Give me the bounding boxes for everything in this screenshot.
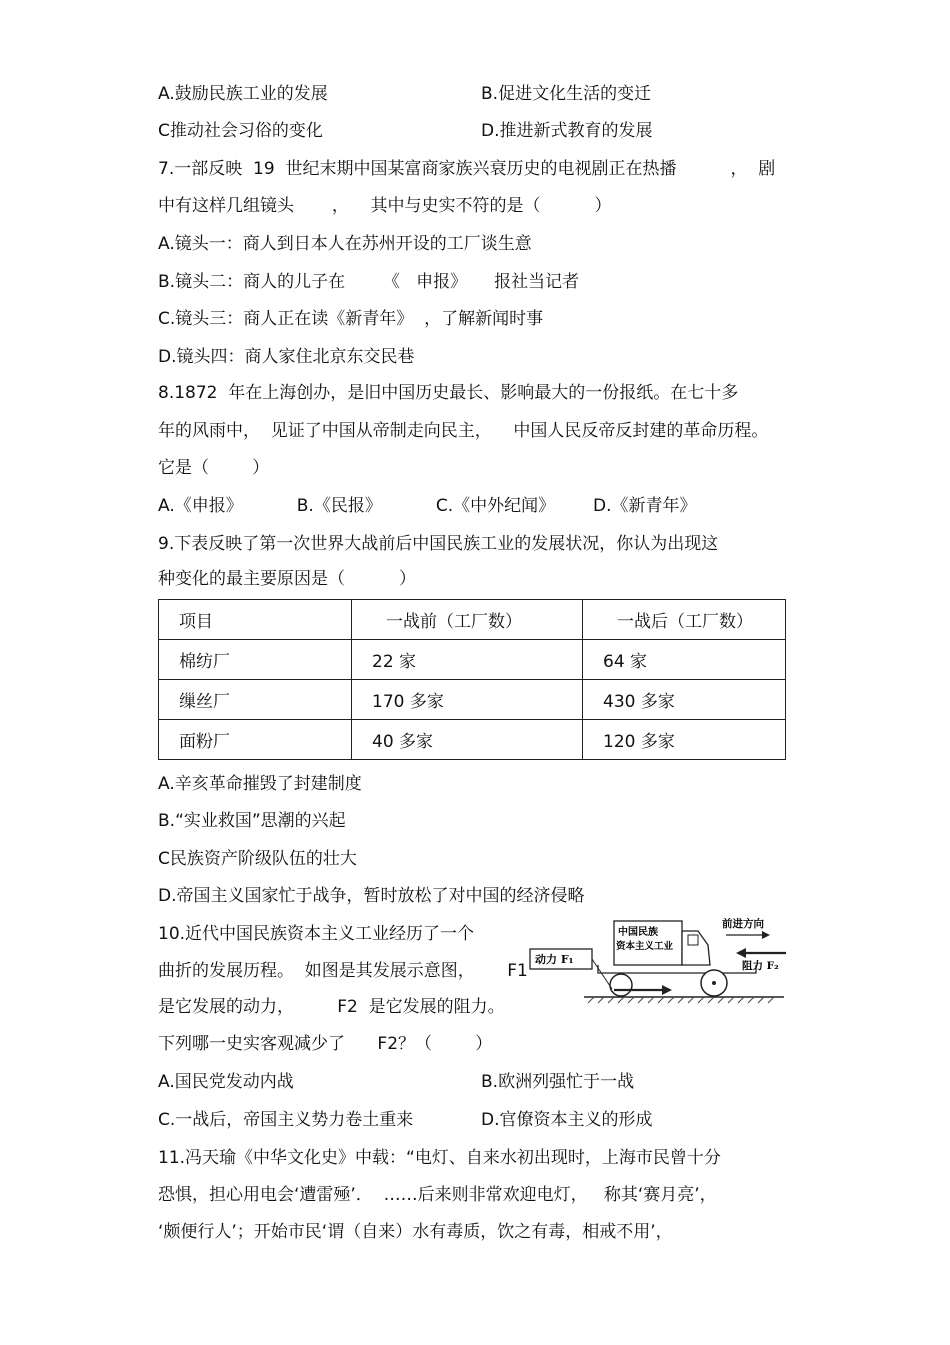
q7-option-d: D.镜头四：商人家住北京东交民巷 bbox=[158, 347, 415, 367]
q10-stem-line2: 曲折的发展历程。 如图是其发展示意图， F1 bbox=[158, 961, 528, 981]
factory-table bbox=[158, 599, 786, 760]
table-cell: 40 多家 bbox=[352, 720, 583, 760]
table-header-cell: 项目 bbox=[159, 600, 352, 640]
force-pointer bbox=[592, 959, 612, 989]
q8-options: A.《申报》 B.《民报》 C.《中外纪闻》 D.《新青年》 bbox=[158, 496, 697, 516]
rear-wheel bbox=[610, 974, 632, 996]
direction-arrow-head bbox=[762, 931, 770, 939]
force-label: 动力 F₁ bbox=[535, 953, 574, 966]
q11-stem-line1: 11.冯天瑜《中华文化史》中载：“电灯、自来水初出现时，上海市民曾十分 bbox=[158, 1148, 721, 1168]
q6-option-c: C推动社会习俗的变化 bbox=[158, 121, 323, 141]
front-wheel-hub bbox=[712, 981, 716, 985]
vehicle-label-2: 资本主义工业 bbox=[616, 941, 674, 952]
q10-stem-line1: 10.近代中国民族资本主义工业经历了一个 bbox=[158, 924, 475, 944]
table-header-cell: 一战后（工厂数） bbox=[583, 600, 786, 640]
q10-option-a: A.国民党发动内战 bbox=[158, 1072, 294, 1092]
q6-option-a: A.鼓励民族工业的发展 bbox=[158, 84, 328, 104]
q7-option-a: A.镜头一：商人到日本人在苏州开设的工厂谈生意 bbox=[158, 234, 532, 254]
table-cell: 64 家 bbox=[583, 640, 786, 680]
q8-stem-line1: 8.1872 年在上海创办，是旧中国历史最长、影响最大的一份报纸。在七十多 bbox=[158, 383, 739, 403]
force-arrow-head bbox=[662, 985, 672, 995]
table-cell: 缫丝厂 bbox=[159, 680, 352, 720]
resistance-arrow-head bbox=[736, 948, 746, 958]
vehicle-cab bbox=[682, 931, 710, 965]
q7-option-c: C.镜头三：商人正在读《新青年》 ，了解新闻时事 bbox=[158, 309, 544, 329]
vehicle-label-1: 中国民族 bbox=[618, 927, 658, 938]
table-cell: 棉纺厂 bbox=[159, 640, 352, 680]
q7-stem-line1: 7.一部反映 19 世纪末期中国某富商家族兴衰历史的电视剧正在热播 ， 剧 bbox=[158, 159, 776, 179]
q6-option-b: B.促进文化生活的变迁 bbox=[481, 84, 652, 104]
q9-stem-line2: 种变化的最主要原因是（ ） bbox=[158, 569, 417, 589]
q11-stem-line2: 恐惧，担心用电会‘遭雷殛’． ……后来则非常欢迎电灯， 称其‘赛月亮’， bbox=[158, 1185, 717, 1205]
table-cell: 120 多家 bbox=[583, 720, 786, 760]
table-row bbox=[159, 640, 786, 680]
q9-stem-line1: 9.下表反映了第一次世界大战前后中国民族工业的发展状况，你认为出现这 bbox=[158, 534, 719, 554]
ground-hatching bbox=[588, 997, 774, 1003]
resistance-label: 阻力 F₂ bbox=[742, 960, 779, 972]
table-row bbox=[159, 720, 786, 760]
q6-option-d: D.推进新式教育的发展 bbox=[481, 121, 653, 141]
table-cell: 430 多家 bbox=[583, 680, 786, 720]
q10-stem-line3: 是它发展的动力， F2 是它发展的阻力。 bbox=[158, 997, 505, 1017]
q8-stem-line3: 它是（ ） bbox=[158, 458, 270, 478]
q11-stem-line3: ‘颇便行人’；开始市民‘谓（自来）水有毒质，饮之有毒，相戒不用’， bbox=[158, 1222, 673, 1242]
table-header-cell: 一战前（工厂数） bbox=[352, 600, 583, 640]
table-cell: 面粉厂 bbox=[159, 720, 352, 760]
q10-stem-line4: 下列哪一史实客观减少了 F2？（ ） bbox=[158, 1034, 493, 1054]
direction-label: 前进方向 bbox=[722, 918, 764, 930]
q7-option-b: B.镜头二：商人的儿子在 《 申报》 报社当记者 bbox=[158, 272, 580, 292]
table-header-row bbox=[159, 600, 786, 640]
q9-option-b: B.“实业救国”思潮的兴起 bbox=[158, 811, 346, 831]
q9-option-d: D.帝国主义国家忙于战争，暂时放松了对中国的经济侵略 bbox=[158, 886, 585, 906]
q7-stem-line2: 中有这样几组镜头 ， 其中与史实不符的是（ ） bbox=[158, 196, 612, 216]
vehicle-chassis bbox=[598, 965, 756, 973]
table-row bbox=[159, 680, 786, 720]
q10-option-d: D.官僚资本主义的形成 bbox=[481, 1110, 653, 1130]
table-cell: 22 家 bbox=[352, 640, 583, 680]
q9-option-a: A.辛亥革命摧毁了封建制度 bbox=[158, 774, 362, 794]
table-cell: 170 多家 bbox=[352, 680, 583, 720]
q10-option-b: B.欧洲列强忙于一战 bbox=[481, 1072, 635, 1092]
q8-stem-line2: 年的风雨中， 见证了中国从帝制走向民主， 中国人民反帝反封建的革命历程。 bbox=[158, 421, 769, 441]
q9-option-c: C民族资产阶级队伍的壮大 bbox=[158, 849, 357, 869]
q10-option-c: C.一战后，帝国主义势力卷土重来 bbox=[158, 1110, 414, 1130]
force-diagram bbox=[526, 911, 788, 1007]
